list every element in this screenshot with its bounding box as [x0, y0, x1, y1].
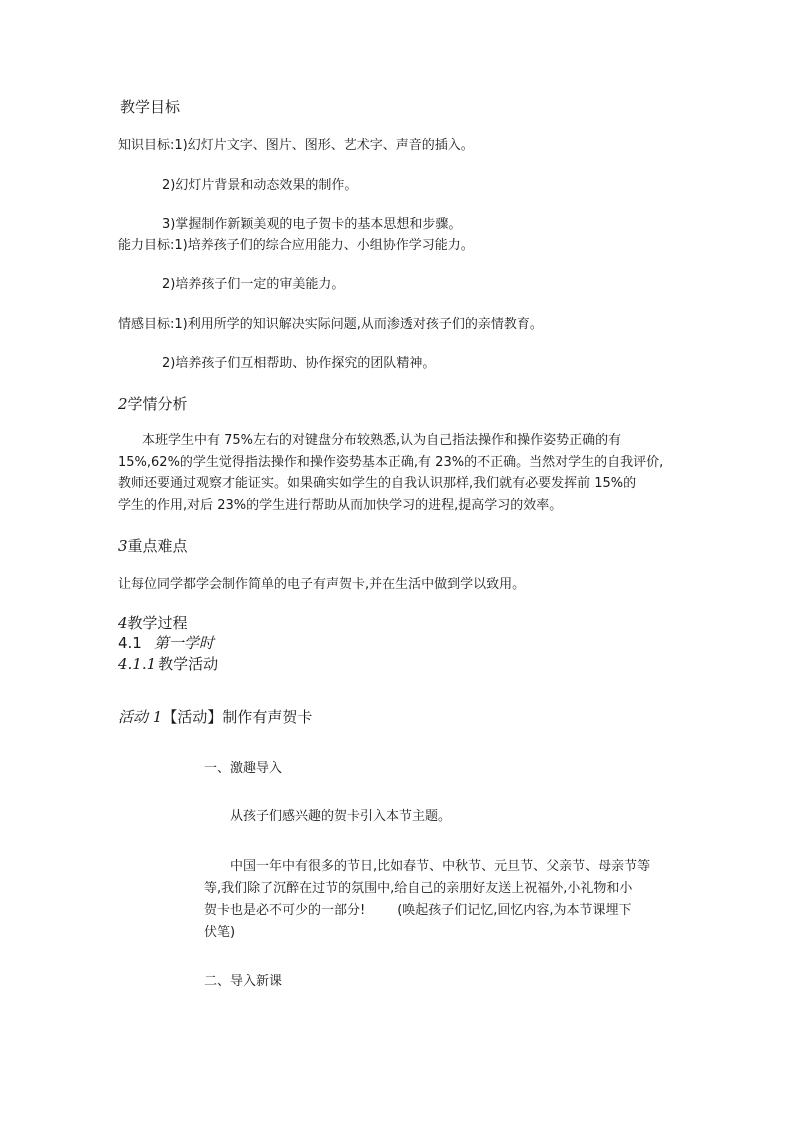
step1-line-2: 等,我们除了沉醉在过节的氛围中,给自己的亲朋好友送上祝福外,小礼物和小	[204, 881, 633, 896]
analysis-number: 2	[118, 395, 128, 413]
difficulty-heading	[118, 537, 188, 555]
knowledge-label: 知识目标:	[118, 138, 175, 153]
process-number: 4	[118, 614, 128, 632]
activity-prefix: 活动 1	[118, 708, 163, 726]
ability-label: 能力目标:	[118, 238, 175, 253]
objectives-heading: 教学目标	[120, 98, 181, 116]
activity-title: 制作有声贺卡	[222, 708, 313, 726]
knowledge-objective-3: 3)掌握制作新颖美观的电子贺卡的基本思想和步骤。	[162, 217, 462, 232]
analysis-heading	[118, 395, 188, 413]
knowledge-objective-2: 2)幻灯片背景和动态效果的制作。	[162, 178, 358, 193]
emotion-label: 情感目标:	[118, 317, 175, 332]
process-title: 教学过程	[127, 614, 188, 632]
step1-paragraph	[204, 856, 650, 944]
lesson-title: 第一学时	[153, 634, 214, 652]
step1-note: (唤起孩子们记忆,回忆内容,为本节课埋下	[397, 903, 632, 918]
step1-title: 一、激趣导入	[204, 761, 283, 776]
analysis-line-1: 本班学生中有 75%左右的对键盘分布较熟悉,认为自己指法操作和操作姿势正确的有	[142, 433, 622, 448]
lesson-heading	[118, 634, 214, 652]
activity-section-number: 4.1.1	[118, 655, 157, 673]
step2-title: 二、导入新课	[204, 974, 283, 989]
analysis-title: 学情分析	[127, 395, 188, 413]
emotion-objective-2: 2)培养孩子们互相帮助、协作探究的团队精神。	[162, 356, 436, 371]
activity-tag: 【活动】	[162, 708, 223, 726]
process-heading	[118, 614, 188, 632]
knowledge-objective-1	[118, 137, 474, 155]
ability-item-1: 1)培养孩子们的综合应用能力、小组协作学习能力。	[174, 238, 474, 253]
step1-line-4: 伏笔)	[204, 925, 236, 940]
difficulty-number: 3	[118, 537, 128, 555]
analysis-line-2: 15%,62%的学生觉得指法操作和操作姿势基本正确,有 23%的不正确。当然对学生的自我评价,	[118, 454, 664, 470]
activity-section-title: 教学活动	[158, 655, 219, 673]
ability-objective-1	[118, 237, 474, 255]
activity-heading	[118, 708, 312, 726]
emotion-objective-1	[118, 316, 543, 334]
analysis-line-4: 学生的作用,对后 23%的学生进行帮助从而加快学习的进程,提高学习的效率。	[118, 497, 563, 513]
lesson-number: 4.1	[118, 634, 142, 652]
step1-intro: 从孩子们感兴趣的贺卡引入本节主题。	[230, 809, 452, 824]
difficulty-text: 让每位同学都学会制作简单的电子有声贺卡,并在生活中做到学以致用。	[118, 577, 526, 592]
analysis-paragraph	[118, 430, 663, 516]
step1-line-3-text: 贺卡也是必不可少的一部分!	[204, 903, 366, 918]
activity-section-heading	[118, 655, 218, 673]
difficulty-title: 重点难点	[127, 537, 188, 555]
step1-line-3	[204, 900, 650, 922]
emotion-item-1: 1)利用所学的知识解决实际问题,从而渗透对孩子们的亲情教育。	[174, 317, 543, 332]
ability-objective-2: 2)培养孩子们一定的审美能力。	[162, 277, 345, 292]
knowledge-item-1: 1)幻灯片文字、图片、图形、艺术字、声音的插入。	[174, 138, 474, 153]
step1-line-1: 中国一年中有很多的节日,比如春节、中秋节、元旦节、父亲节、母亲节等	[230, 859, 651, 874]
analysis-line-3: 教师还要通过观察才能证实。如果确实如学生的自我认识那样,我们就有必要发挥前 15%的	[118, 476, 637, 491]
